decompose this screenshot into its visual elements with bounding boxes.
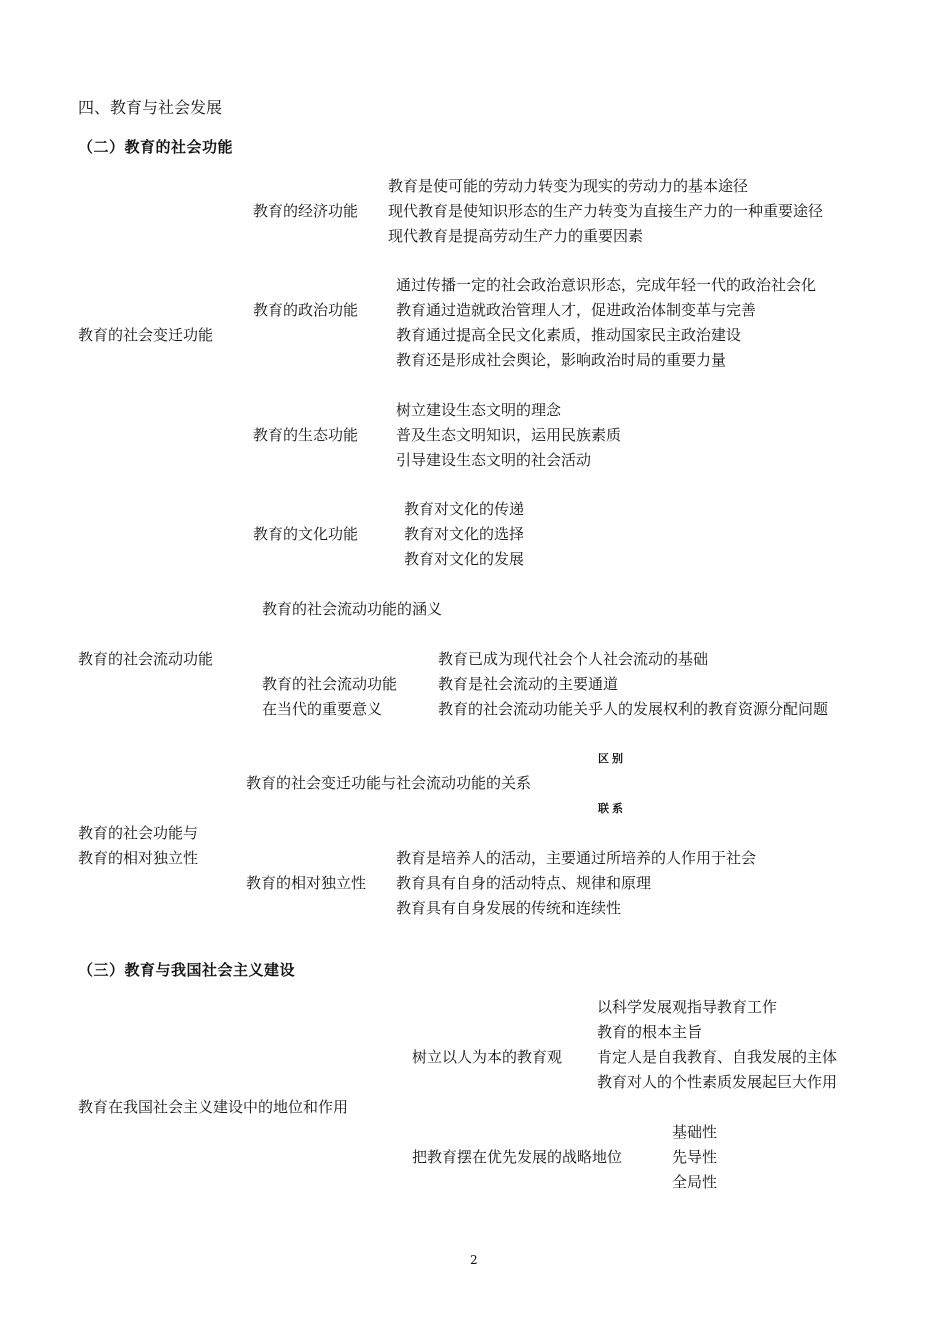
- page-number: 2: [470, 1253, 478, 1267]
- social-changing-function-label: 教育的社会变迁功能: [78, 326, 214, 344]
- economic-item: 教育是使可能的劳动力转变为现实的劳动力的基本途径: [388, 177, 749, 195]
- people-oriented-item: 肯定人是自我教育、自我发展的主体: [597, 1048, 838, 1066]
- independence-item: 教育具有自身发展的传统和连续性: [396, 899, 622, 917]
- independence-group-line1: 教育的社会功能与: [78, 824, 199, 842]
- independence-item: 教育是培养人的活动，主要通过所培养的人作用于社会: [396, 849, 757, 867]
- economic-function-label: 教育的经济功能: [253, 202, 359, 220]
- subsection-heading-2: （二）教育的社会功能: [78, 138, 234, 156]
- priority-item: 基础性: [672, 1123, 718, 1141]
- priority-item: 全局性: [672, 1173, 718, 1191]
- cultural-item: 教育对文化的选择: [404, 525, 525, 543]
- independence-item: 教育具有自身的活动特点、规律和原理: [396, 874, 652, 892]
- ecological-function-label: 教育的生态功能: [253, 426, 359, 444]
- priority-item: 先导性: [672, 1148, 718, 1166]
- people-oriented-item: 教育对人的个性素质发展起巨大作用: [597, 1073, 838, 1091]
- relation-label: 教育的社会变迁功能与社会流动功能的关系: [246, 774, 532, 792]
- mobility-item: 教育是社会流动的主要通道: [438, 675, 619, 693]
- political-item: 教育通过造就政治管理人才，促进政治体制变革与完善: [396, 301, 757, 319]
- economic-item: 现代教育是提高劳动生产力的重要因素: [388, 227, 644, 245]
- priority-label: 把教育摆在优先发展的战略地位: [412, 1148, 623, 1166]
- cultural-function-label: 教育的文化功能: [253, 525, 359, 543]
- ecological-item: 引导建设生态文明的社会活动: [396, 451, 592, 469]
- political-function-label: 教育的政治功能: [253, 301, 359, 319]
- education-role-label: 教育在我国社会主义建设中的地位和作用: [78, 1098, 349, 1116]
- people-oriented-item: 以科学发展观指导教育工作: [597, 998, 778, 1016]
- economic-item: 现代教育是使知识形态的生产力转变为直接生产力的一种重要途径: [388, 202, 824, 220]
- people-oriented-label: 树立以人为本的教育观: [412, 1048, 563, 1066]
- political-item: 通过传播一定的社会政治意识形态，完成年轻一代的政治社会化: [396, 276, 817, 294]
- independence-group-line2: 教育的相对独立性: [78, 849, 199, 867]
- subsection-heading-3: （三）教育与我国社会主义建设: [78, 961, 296, 979]
- relative-independence-label: 教育的相对独立性: [246, 874, 367, 892]
- ecological-item: 普及生态文明知识，运用民族素质: [396, 426, 622, 444]
- cultural-item: 教育对文化的传递: [404, 500, 525, 518]
- people-oriented-item: 教育的根本主旨: [597, 1023, 703, 1041]
- cultural-item: 教育对文化的发展: [404, 550, 525, 568]
- relation-connection: 联系: [598, 802, 626, 815]
- political-item: 教育还是形成社会舆论，影响政治时局的重要力量: [396, 351, 727, 369]
- mobility-importance-line2: 在当代的重要意义: [262, 700, 383, 718]
- relation-difference: 区别: [598, 752, 626, 765]
- mobility-meaning: 教育的社会流动功能的涵义: [262, 600, 443, 618]
- ecological-item: 树立建设生态文明的理念: [396, 401, 562, 419]
- social-mobility-function-label: 教育的社会流动功能: [78, 650, 214, 668]
- section-title: 四、教育与社会发展: [78, 98, 223, 117]
- mobility-item: 教育已成为现代社会个人社会流动的基础: [438, 650, 709, 668]
- mobility-importance-line1: 教育的社会流动功能: [262, 675, 398, 693]
- political-item: 教育通过提高全民文化素质，推动国家民主政治建设: [396, 326, 742, 344]
- mobility-item: 教育的社会流动功能关乎人的发展权利的教育资源分配问题: [438, 700, 829, 718]
